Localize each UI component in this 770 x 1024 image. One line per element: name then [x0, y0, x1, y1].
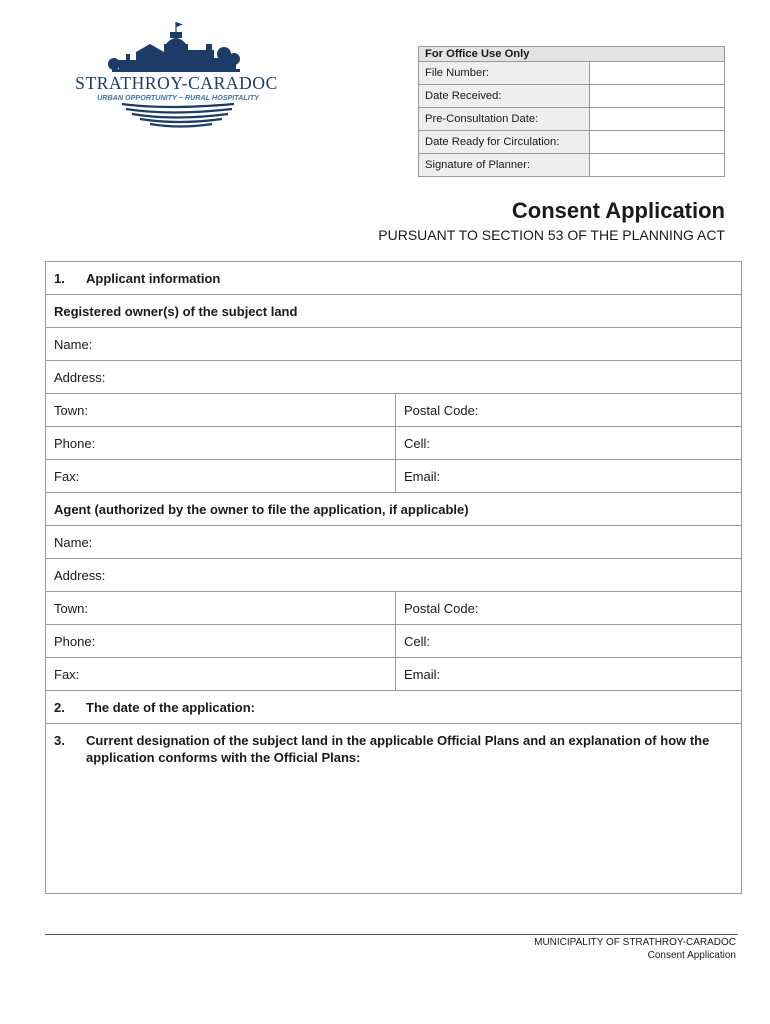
owner-town-field[interactable] [46, 394, 396, 426]
owner-phone-label: Phone: [54, 435, 96, 451]
owner-heading: Registered owner(s) of the subject land [54, 303, 298, 319]
agent-heading: Agent (authorized by the owner to file the application, if applicable) [54, 501, 469, 517]
pre-consultation-date-field[interactable] [590, 108, 725, 131]
date-received-label: Date Received: [419, 85, 590, 108]
page-footer [534, 936, 736, 962]
file-number-field[interactable] [590, 62, 725, 85]
official-plan-designation-row[interactable] [46, 724, 741, 893]
file-number-label: File Number: [419, 62, 590, 85]
owner-phone-field[interactable] [46, 427, 396, 459]
municipality-logo [74, 20, 279, 132]
agent-phone-label: Phone: [54, 633, 96, 649]
owner-cell-label: Cell: [404, 435, 431, 451]
agent-address-row[interactable] [46, 559, 741, 592]
agent-subheader [46, 493, 741, 526]
consent-form [45, 261, 742, 894]
agent-cell-field[interactable] [396, 625, 741, 657]
application-date-row[interactable] [46, 691, 741, 724]
document-title: Consent Application [511, 198, 725, 223]
agent-fax-field[interactable] [46, 658, 396, 690]
owner-cell-field[interactable] [396, 427, 741, 459]
date-received-field[interactable] [590, 85, 725, 108]
owner-subheader [46, 295, 741, 328]
pre-consultation-date-label: Pre-Consultation Date: [419, 108, 590, 131]
section-3-title: Current designation of the subject land in the applicable Official Plans and an explanation of how the application conforms with the Official Plans: [86, 733, 710, 765]
agent-email-field[interactable] [396, 658, 741, 690]
agent-name-label: Name: [54, 534, 93, 550]
logo-wordmark: STRATHROY-CARADOC [75, 73, 278, 93]
owner-email-label: Email: [404, 468, 441, 484]
owner-fax-label: Fax: [54, 468, 80, 484]
agent-town-label: Town: [54, 600, 88, 616]
footer-document-name: Consent Application [647, 950, 736, 961]
owner-name-label: Name: [54, 336, 93, 352]
section-1-title: Applicant information [86, 270, 221, 286]
footer-divider [45, 934, 738, 935]
office-use-heading: For Office Use Only [419, 47, 725, 62]
planner-signature-label: Signature of Planner: [419, 154, 590, 177]
section-3-number: 3. [54, 733, 65, 748]
owner-address-row[interactable] [46, 361, 741, 394]
office-use-table [418, 46, 725, 177]
owner-address-label: Address: [54, 369, 106, 385]
agent-address-label: Address: [54, 567, 106, 583]
logo-tagline: URBAN OPPORTUNITY ~ RURAL HOSPITALITY [97, 93, 259, 102]
agent-cell-label: Cell: [404, 633, 431, 649]
section-1-number: 1. [54, 270, 65, 286]
owner-email-field[interactable] [396, 460, 741, 492]
agent-name-row[interactable] [46, 526, 741, 559]
planner-signature-field[interactable] [590, 154, 725, 177]
owner-fax-field[interactable] [46, 460, 396, 492]
owner-postal-label: Postal Code: [404, 402, 479, 418]
owner-town-label: Town: [54, 402, 88, 418]
date-ready-label: Date Ready for Circulation: [419, 131, 590, 154]
section-2-number: 2. [54, 699, 65, 715]
section-2-title: The date of the application: [86, 699, 256, 715]
agent-email-label: Email: [404, 666, 441, 682]
owner-postal-field[interactable] [396, 394, 741, 426]
agent-phone-field[interactable] [46, 625, 396, 657]
agent-fax-label: Fax: [54, 666, 80, 682]
owner-name-row[interactable] [46, 328, 741, 361]
footer-municipality: MUNICIPALITY OF STRATHROY-CARADOC [534, 937, 736, 948]
document-subtitle: PURSUANT TO SECTION 53 OF THE PLANNING ACT [378, 227, 725, 243]
section-1-header [46, 262, 741, 295]
agent-town-field[interactable] [46, 592, 396, 624]
date-ready-field[interactable] [590, 131, 725, 154]
agent-postal-field[interactable] [396, 592, 741, 624]
agent-postal-label: Postal Code: [404, 600, 479, 616]
